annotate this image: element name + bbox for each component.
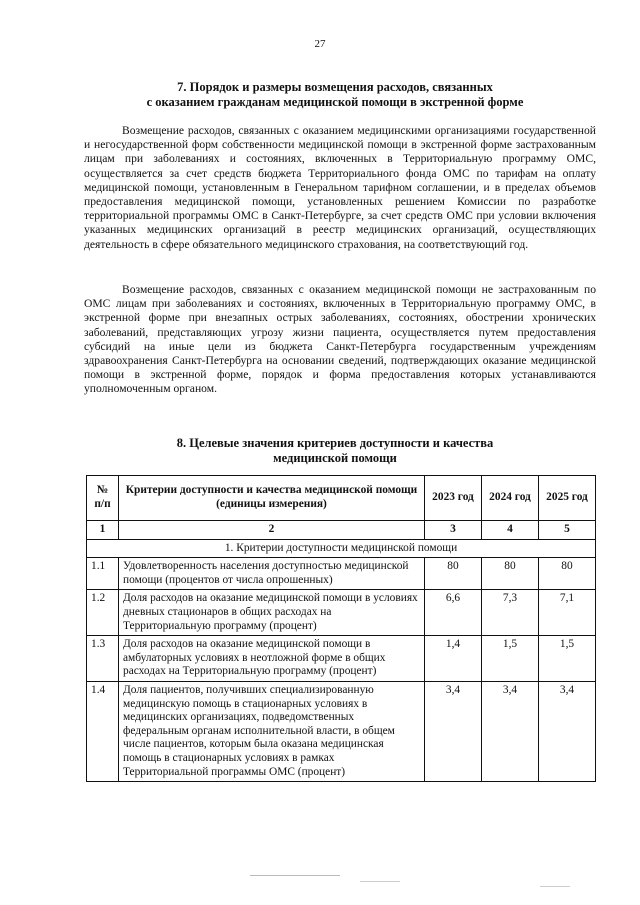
page-number: 27 — [314, 38, 326, 50]
row-num: 1.3 — [87, 636, 119, 682]
col-index-5: 5 — [539, 521, 596, 540]
row-criterion: Удовлетворенность населения доступностью медицинской помощи (процентов от числа опрошенных) — [119, 558, 425, 590]
scan-artifact-line — [540, 886, 570, 887]
row-num: 1.1 — [87, 558, 119, 590]
row-num: 1.4 — [87, 681, 119, 781]
col-index-4: 4 — [482, 521, 539, 540]
section-7-title-line2: с оказанием гражданам медицинской помощи в экстренной форме — [146, 95, 524, 109]
section-7-paragraph-2: Возмещение расходов, связанных с оказанием медицинской помощи не застрахованным по ОМС лицам при заболеваниях и состояниях, включенных в Территориальную программу ОМС, в экстренной форме при внезапных острых заболеваниях, состояниях, обострении хронических заболеваний, представляющих угрозу жизни пациента, осуществляется путем предоставления субсидий на иные цели из бюджета Санкт-Петербурга государственным учреждениям здравоохранения Санкт-Петербурга на основании сведений, подтверждающих оказание медицинской помощи в экстренной форме, порядок и форма предоставления которых устанавливаются уполномоченным органом. — [84, 283, 596, 396]
section-7-paragraph-1: Возмещение расходов, связанных с оказанием медицинскими организациями государственной и негосударственной форм собственности медицинской помощи в экстренной форме застрахованным лицам при заболеваниях и состояниях, включенных в Территориальную программу ОМС, осуществляется за счет средств бюджета Территориального фонда ОМС по тарифам на оплату медицинской помощи, установленным в Генеральном тарифном соглашении, и в пределах объемов предоставления медицинской помощи, установленных решением Комиссии по разработке территориальной программы ОМС в Санкт-Петербурге, за счет средств ОМС при условии включения указанных медицинских организаций в реестр медицинских организаций, осуществляющих деятельность в сфере обязательного медицинского страхования, на соответствующий год. — [84, 124, 596, 251]
section-8-title — [80, 436, 590, 466]
col-index-2: 2 — [119, 521, 425, 540]
section-7-title — [80, 80, 590, 110]
row-value-2024: 1,5 — [482, 636, 539, 682]
table-row — [87, 558, 596, 590]
section-8-title-line2: медицинской помощи — [273, 451, 397, 465]
col-index-3: 3 — [425, 521, 482, 540]
header-2025: 2025 год — [539, 476, 596, 521]
row-criterion: Доля пациентов, получивших специализированную медицинскую помощь в стационарных условиях в медицинских организациях, подведомственных федеральным органам исполнительной власти, в общем числе пациентов, которым была оказана медицинская помощь в стационарных условиях в рамках Территориальной программы ОМС (процент) — [119, 681, 425, 781]
scan-artifact-line — [360, 881, 400, 882]
criteria-table — [86, 475, 596, 782]
row-value-2024: 7,3 — [482, 590, 539, 636]
table-header-row — [87, 476, 596, 521]
row-value-2023: 1,4 — [425, 636, 482, 682]
row-value-2025: 3,4 — [539, 681, 596, 781]
row-value-2024: 3,4 — [482, 681, 539, 781]
header-2023: 2023 год — [425, 476, 482, 521]
table-row — [87, 681, 596, 781]
row-value-2025: 1,5 — [539, 636, 596, 682]
row-value-2025: 80 — [539, 558, 596, 590]
row-value-2023: 3,4 — [425, 681, 482, 781]
section-8-title-line1: 8. Целевые значения критериев доступности и качества — [176, 436, 494, 450]
row-value-2024: 80 — [482, 558, 539, 590]
scan-artifact-line — [250, 875, 340, 876]
row-value-2023: 6,6 — [425, 590, 482, 636]
row-num: 1.2 — [87, 590, 119, 636]
group-row — [87, 539, 596, 558]
column-index-row — [87, 521, 596, 540]
header-2024: 2024 год — [482, 476, 539, 521]
row-value-2025: 7,1 — [539, 590, 596, 636]
col-index-1: 1 — [87, 521, 119, 540]
table-row — [87, 590, 596, 636]
group-title: 1. Критерии доступности медицинской помощи — [87, 539, 596, 558]
row-criterion: Доля расходов на оказание медицинской помощи в амбулаторных условиях в неотложной форме в общих расходах на Территориальную программу (процент) — [119, 636, 425, 682]
row-criterion: Доля расходов на оказание медицинской помощи в условиях дневных стационаров в общих расходах на Территориальную программу (процент) — [119, 590, 425, 636]
table-row — [87, 636, 596, 682]
row-value-2023: 80 — [425, 558, 482, 590]
header-num: № п/п — [87, 476, 119, 521]
section-7-title-line1: 7. Порядок и размеры возмещения расходов, связанных — [177, 80, 493, 94]
header-criteria: Критерии доступности и качества медицинской помощи (единицы измерения) — [119, 476, 425, 521]
